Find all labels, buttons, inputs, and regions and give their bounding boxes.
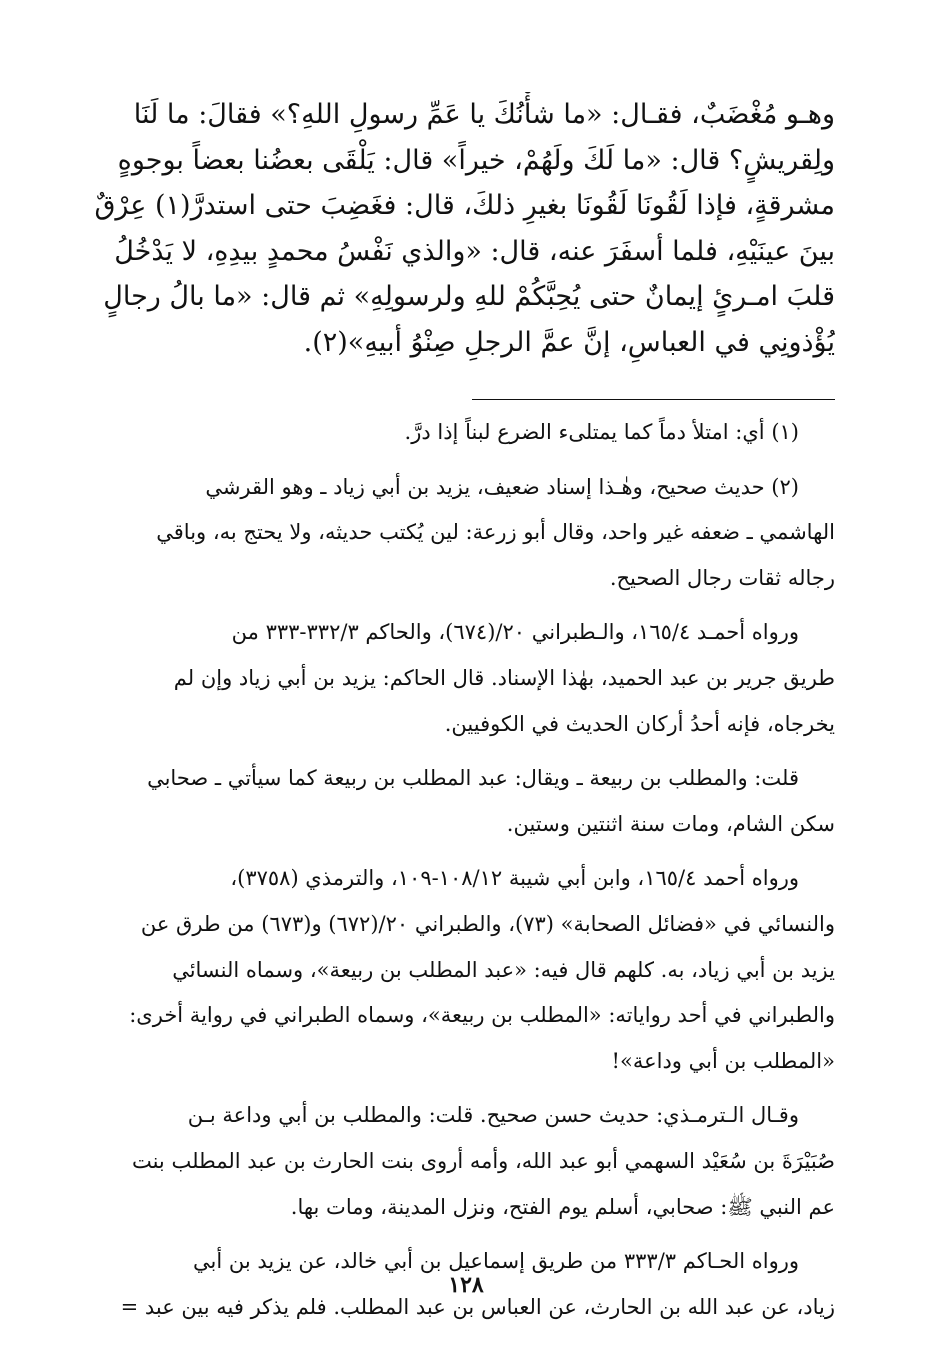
footnote-line: ورواه أحمـد ١٦٥/٤، والـطبراني ٢٠/(٦٧٤)، والحاكم ٣٣٢/٣-٣٣٣ من — [231, 620, 799, 645]
footnote-line: الهاشمي ـ ضعفه غير واحد، وقال أبو زرعة: لين يُكتب حديثه، ولا يحتج به، وباقي — [156, 520, 835, 545]
footnote-separator — [472, 399, 835, 400]
footnote-paragraph — [90, 410, 835, 456]
main-text-line: وهـو مُغْضَبٌ، فقـال: «ما شأْنُكَ يا عَمِّ رسولِ اللهِ؟» فقالَ: ما لَنَا — [133, 99, 835, 130]
footnote-paragraph — [90, 610, 835, 747]
footnote-line: صُبَيْرَةَ بن سُعَيْد السهمي أبو عبد الله، وأمه أروى بنت الحارث بن عبد المطلب بنت — [131, 1148, 835, 1173]
footnote-line: زياد، عن عبد الله بن الحارث، عن العباس بن عبد المطلب. فلم يذكر فيه بين عبد = — [120, 1294, 835, 1319]
footnote-line: ورواه أحمد ١٦٥/٤، وابن أبي شيبة ١٠٨/١٢-١٠٩، والترمذي (٣٧٥٨)، — [230, 866, 799, 891]
footnote-line: قلت: والمطلب بن ربيعة ـ ويقال: عبد المطلب بن ربيعة كما سيأتي ـ صحابي — [147, 766, 799, 791]
footnote-line: عم النبي ﷺ: صحابي، أسلم يوم الفتح، ونزل المدينة، ومات بها. — [290, 1194, 835, 1219]
main-text-line: بينَ عينَيْهِ، فلما أسفَرَ عنه، قال: «والذي نَفْسُ محمدٍ بيدِهِ، لا يَدْخُلُ — [114, 235, 835, 267]
footnote-line: (٢) حديث صحيح، وهٰـذا إسناد ضعيف، يزيد بن أبي زياد ـ وهو القرشي — [205, 474, 799, 499]
footnote-line: طريق جرير بن عبد الحميد، بهٰذا الإسناد. قال الحاكم: يزيد بن أبي زياد وإن لم — [173, 665, 835, 690]
main-text-line: قلبَ امـرئٍ إيمانٌ حتى يُحِبَّكُمْ للهِ ولرسولِهِ» ثم قال: «ما بالُ رجالٍ — [103, 281, 835, 312]
footnote-paragraph — [90, 1093, 835, 1230]
main-text — [90, 92, 835, 365]
footnote-line: «المطلب بن أبي وداعة»! — [611, 1048, 835, 1073]
footnotes — [90, 410, 835, 1330]
footnote-paragraph — [90, 856, 835, 1084]
main-text-line: مشرقةٍ، فإذا لَقُونَا لَقُونَا بغيرِ ذلكَ، قال: فغَضِبَ حتى استدرَّ(١) عِرْقٌ — [94, 190, 835, 221]
footnote-line: (١) أي: امتلأ دماً كما يمتلىء الضرع لبناً إذا درَّ. — [404, 420, 799, 444]
main-text-line: يُؤْذونِي في العباسِ، إنَّ عمَّ الرجلِ صِنْوُ أبيهِ»(٢). — [303, 326, 835, 358]
footnote-paragraph — [90, 465, 835, 602]
footnote-line: وقـال الـترمـذي: حديث حسن صحيح. قلت: والمطلب بن أبي وداعة بـن — [187, 1103, 799, 1128]
footnote-line: يخرجاه، فإنه أحدُ أركان الحديث في الكوفيين. — [444, 711, 835, 736]
footnote-paragraph — [90, 756, 835, 847]
footnote-line: والنسائي في «فضائل الصحابة» (٧٣)، والطبراني ٢٠/(٦٧٢) و(٦٧٣) من طرق عن — [140, 911, 835, 936]
footnote-line: سكن الشام، ومات سنة اثنتين وستين. — [506, 811, 835, 836]
page-number: ١٢٨ — [448, 1272, 484, 1298]
footnote-line: ورواه الحـاكم ٣٣٣/٣ من طريق إسماعيل بن أبي خالد، عن يزيد بن أبي — [193, 1249, 799, 1274]
footnote-line: والطبراني في أحد رواياته: «المطلب بن ربيعة»، وسماه الطبراني في رواية أخرى: — [129, 1003, 835, 1028]
footnote-line: رجاله ثقات رجال الصحيح. — [609, 565, 835, 590]
footnote-line: يزيد بن أبي زياد، به. كلهم قال فيه: «عبد المطلب بن ربيعة»، وسماه النسائي — [172, 957, 835, 982]
main-text-line: ولِقريشٍ؟ قال: «ما لَكَ ولَهُمْ، خيراً» قال: يَلْقَى بعضُنا بعضاً بوجوهٍ — [117, 144, 835, 176]
